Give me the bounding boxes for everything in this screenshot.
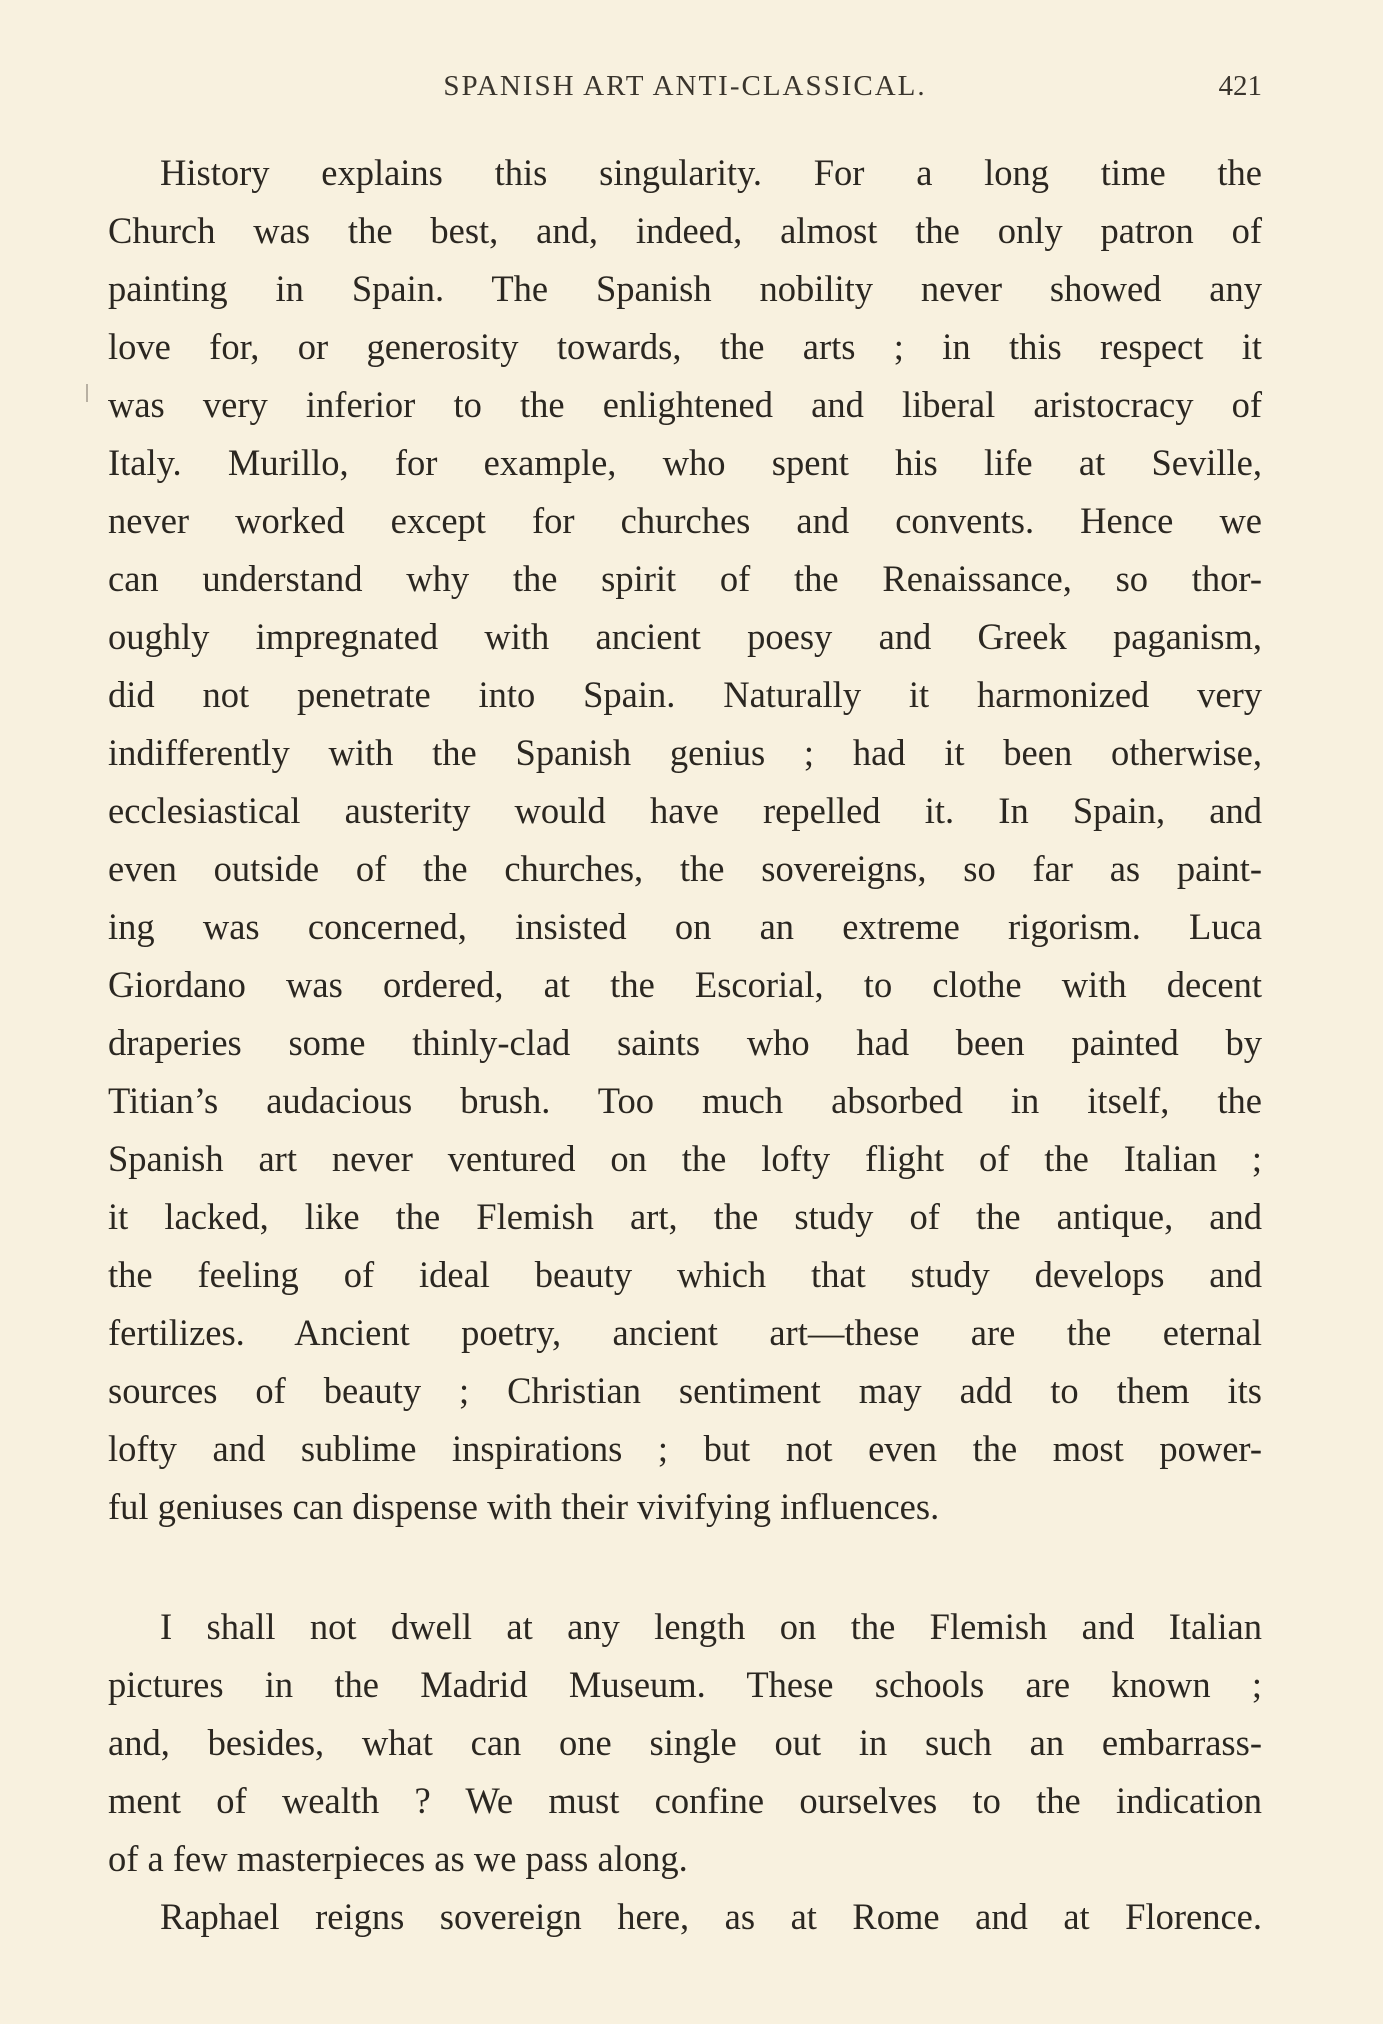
text-line: the feeling of ideal beauty which that study develops and [108,1254,1262,1295]
text-line: even outside of the churches, the sovereigns, so far as paint- [108,848,1262,889]
text-line: was very inferior to the enlightened and liberal aristocracy of [108,384,1262,425]
text-line: ecclesiastical austerity would have repelled it. In Spain, and [108,790,1262,831]
running-head [108,70,1262,110]
text-line: indifferently with the Spanish genius ; had it been otherwise, [108,732,1262,773]
text-line: Spanish art never ventured on the lofty flight of the Italian ; [108,1138,1262,1179]
text-line: ment of wealth ? We must confine ourselves to the indication [108,1780,1262,1821]
text-line: pictures in the Madrid Museum. These schools are known ; [108,1664,1262,1705]
text-line: ing was concerned, insisted on an extreme rigorism. Luca [108,906,1262,947]
text-line: Giordano was ordered, at the Escorial, to clothe with decent [108,964,1262,1005]
text-line: oughly impregnated with ancient poesy and Greek paganism, [108,616,1262,657]
text-line: I shall not dwell at any length on the Flemish and Italian [160,1606,1262,1647]
text-line: love for, or generosity towards, the arts ; in this respect it [108,326,1262,367]
text-line: ful geniuses can dispense with their vivifying influences. [108,1486,940,1527]
text-line: sources of beauty ; Christian sentiment may add to them its [108,1370,1262,1411]
text-line: Church was the best, and, indeed, almost the only patron of [108,210,1262,251]
text-line: never worked except for churches and convents. Hence we [108,500,1262,541]
text-line: painting in Spain. The Spanish nobility never showed any [108,268,1262,309]
text-line: of a few masterpieces as we pass along. [108,1838,688,1879]
margin-mark [86,384,88,402]
running-title: SPANISH ART ANTI-CLASSICAL. [443,70,927,102]
text-line: fertilizes. Ancient poetry, ancient art—these are the eternal [108,1312,1262,1353]
text-line: Italy. Murillo, for example, who spent his life at Seville, [108,442,1262,483]
text-line: Titian’s audacious brush. Too much absorbed in itself, the [108,1080,1262,1121]
text-line: Raphael reigns sovereign here, as at Rome and at Florence. [160,1896,1262,1937]
text-line: lofty and sublime inspirations ; but not even the most power- [108,1428,1262,1469]
text-line: did not penetrate into Spain. Naturally it harmonized very [108,674,1262,715]
text-line: draperies some thinly-clad saints who had been painted by [108,1022,1262,1063]
text-line: History explains this singularity. For a long time the [160,152,1262,193]
text-line: can understand why the spirit of the Renaissance, so thor- [108,558,1262,599]
page-number: 421 [1218,70,1262,102]
text-line: and, besides, what can one single out in such an embarrass- [108,1722,1262,1763]
text-line: it lacked, like the Flemish art, the study of the antique, and [108,1196,1262,1237]
